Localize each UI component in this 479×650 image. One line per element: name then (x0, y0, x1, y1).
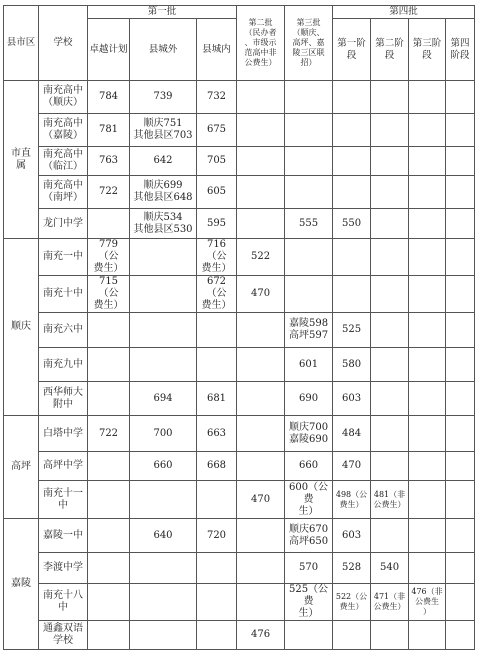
score-cell (237, 519, 285, 553)
score-cell (409, 147, 446, 176)
score-cell: 525 (333, 313, 371, 348)
score-cell: 顺庆751 其他县区703 (130, 114, 197, 147)
score-cell: 528 (333, 553, 371, 584)
score-cell (371, 519, 409, 553)
score-cell: 580 (333, 348, 371, 382)
table-row (4, 481, 475, 519)
county-cell: 市直 属 (4, 81, 39, 239)
score-cell (130, 313, 197, 348)
score-cell: 779（公 费生） (88, 239, 130, 276)
school-cell: 南充高中 （临江） (39, 147, 88, 176)
score-cell: 694 (130, 382, 197, 416)
score-cell (446, 621, 475, 650)
score-cell: 603 (333, 519, 371, 553)
score-cell: 470 (237, 276, 285, 313)
score-cell: 672（公 费生） (197, 276, 237, 313)
score-cell: 715（公 费生） (88, 276, 130, 313)
school-cell: 南充十一 中 (39, 481, 88, 519)
score-cell (409, 276, 446, 313)
score-cell: 763 (88, 147, 130, 176)
score-cell (333, 114, 371, 147)
score-cell: 570 (285, 553, 333, 584)
score-cell (237, 584, 285, 621)
school-cell: 通鑫双语 学校 (39, 621, 88, 650)
score-cell (130, 621, 197, 650)
score-cell: 603 (333, 382, 371, 416)
school-cell: 南充高中 （嘉陵） (39, 114, 88, 147)
score-cell (371, 114, 409, 147)
score-cell (237, 382, 285, 416)
score-cell (237, 313, 285, 348)
score-cell (237, 147, 285, 176)
score-cell (130, 553, 197, 584)
score-cell: 690 (285, 382, 333, 416)
score-cell (88, 584, 130, 621)
score-cell (446, 313, 475, 348)
table-row (4, 176, 475, 209)
table-row (4, 81, 475, 114)
score-cell (237, 452, 285, 481)
score-cell: 720 (197, 519, 237, 553)
header-school: 学校 (39, 6, 88, 81)
score-cell (446, 584, 475, 621)
score-cell (446, 147, 475, 176)
header-batch4-sub: 第二阶 段 (371, 19, 409, 81)
score-cell (409, 209, 446, 239)
score-cell: 642 (130, 147, 197, 176)
score-cell (88, 209, 130, 239)
score-cell (130, 348, 197, 382)
score-cell: 498（公 费生） (333, 481, 371, 519)
table-row (4, 239, 475, 276)
table-row (4, 519, 475, 553)
score-cell (446, 81, 475, 114)
score-cell (446, 276, 475, 313)
county-cell: 高坪 (4, 416, 39, 519)
score-cell (371, 313, 409, 348)
score-cell (237, 416, 285, 452)
score-cell: 600（公费 生） (285, 481, 333, 519)
score-cell (88, 519, 130, 553)
table-row (4, 147, 475, 176)
score-cell (88, 382, 130, 416)
score-cell (446, 382, 475, 416)
score-cell: 640 (130, 519, 197, 553)
table-row (4, 553, 475, 584)
score-cell (237, 81, 285, 114)
school-cell: 龙门中学 (39, 209, 88, 239)
school-cell: 李渡中学 (39, 553, 88, 584)
header-county: 县市区 (4, 6, 39, 81)
score-cell: 顺庆700 嘉陵690 (285, 416, 333, 452)
score-cell: 663 (197, 416, 237, 452)
score-cell: 471（非 公费生） (371, 584, 409, 621)
score-cell (446, 348, 475, 382)
score-cell (371, 239, 409, 276)
school-cell: 嘉陵一中 (39, 519, 88, 553)
score-cell (88, 481, 130, 519)
county-cell: 嘉陵 (4, 519, 39, 650)
score-cell (371, 81, 409, 114)
score-cell (237, 176, 285, 209)
score-cell (130, 481, 197, 519)
score-cell (446, 209, 475, 239)
table-body (4, 81, 475, 650)
school-cell: 南充十中 (39, 276, 88, 313)
score-cell (197, 584, 237, 621)
score-cell: 722 (88, 416, 130, 452)
score-cell: 601 (285, 348, 333, 382)
header-batch4: 第四批 (333, 6, 475, 19)
score-cell: 470 (333, 452, 371, 481)
score-cell (409, 176, 446, 209)
score-cell: 716（公 费生） (197, 239, 237, 276)
score-cell (88, 553, 130, 584)
score-cell: 784 (88, 81, 130, 114)
table-row (4, 209, 475, 239)
table-header (4, 6, 475, 81)
header-batch4-sub: 第四 阶段 (446, 19, 475, 81)
table-row (4, 313, 475, 348)
score-cell: 顺庆699 其他县区648 (130, 176, 197, 209)
school-cell: 高坪中学 (39, 452, 88, 481)
score-cell: 781 (88, 114, 130, 147)
score-cell (237, 114, 285, 147)
score-cell (237, 553, 285, 584)
score-cell: 595 (197, 209, 237, 239)
score-cell (285, 621, 333, 650)
score-cell (130, 584, 197, 621)
score-cell (285, 81, 333, 114)
score-cell: 522（公 费生） (333, 584, 371, 621)
score-cell: 668 (197, 452, 237, 481)
school-cell: 南充一中 (39, 239, 88, 276)
school-cell: 南充高中 （南坪） (39, 176, 88, 209)
score-cell (333, 147, 371, 176)
table-row (4, 276, 475, 313)
score-cell (371, 147, 409, 176)
admission-score-table (3, 5, 475, 650)
header-batch4-sub: 第三阶 段 (409, 19, 446, 81)
score-cell: 525（公费 生） (285, 584, 333, 621)
school-cell: 南充十八 中 (39, 584, 88, 621)
score-cell (333, 81, 371, 114)
score-cell: 705 (197, 147, 237, 176)
score-cell (237, 209, 285, 239)
score-cell: 540 (371, 553, 409, 584)
score-cell: 550 (333, 209, 371, 239)
score-cell (197, 481, 237, 519)
score-cell (333, 176, 371, 209)
table-row (4, 584, 475, 621)
score-cell (285, 114, 333, 147)
school-cell: 南充六中 (39, 313, 88, 348)
score-cell (371, 416, 409, 452)
table-row (4, 416, 475, 452)
score-cell: 481（非 公费生） (371, 481, 409, 519)
score-cell (197, 553, 237, 584)
score-cell (409, 114, 446, 147)
score-cell: 顺庆670 高坪650 (285, 519, 333, 553)
score-cell (285, 239, 333, 276)
score-cell (371, 276, 409, 313)
county-cell: 顺庆 (4, 239, 39, 416)
score-cell (446, 452, 475, 481)
score-cell (446, 553, 475, 584)
score-cell (446, 176, 475, 209)
school-cell: 白塔中学 (39, 416, 88, 452)
score-cell (409, 416, 446, 452)
score-cell: 476 (237, 621, 285, 650)
score-cell (130, 239, 197, 276)
score-cell (409, 519, 446, 553)
header-batch1: 第一批 (88, 6, 237, 19)
table-row (4, 452, 475, 481)
score-cell (285, 276, 333, 313)
score-cell (446, 239, 475, 276)
table-row (4, 621, 475, 650)
score-cell (409, 481, 446, 519)
score-cell: 732 (197, 81, 237, 114)
score-cell: 顺庆534 其他县区530 (130, 209, 197, 239)
score-cell (197, 348, 237, 382)
score-cell (333, 276, 371, 313)
school-cell: 南充九中 (39, 348, 88, 382)
score-cell (371, 621, 409, 650)
header-batch2: 第二批 （民办者 、市级示 范高中非 公费生） (237, 6, 285, 81)
score-cell (88, 621, 130, 650)
score-cell (409, 452, 446, 481)
header-batch4-sub: 第一阶 段 (333, 19, 371, 81)
score-cell (285, 176, 333, 209)
score-cell: 470 (237, 481, 285, 519)
score-cell (371, 176, 409, 209)
score-cell (409, 81, 446, 114)
score-cell (409, 621, 446, 650)
score-cell (333, 239, 371, 276)
score-cell (371, 382, 409, 416)
score-cell (371, 452, 409, 481)
score-cell (130, 276, 197, 313)
score-cell (446, 416, 475, 452)
score-cell: 522 (237, 239, 285, 276)
score-cell: 700 (130, 416, 197, 452)
score-cell: 660 (130, 452, 197, 481)
score-cell (409, 239, 446, 276)
score-cell (446, 519, 475, 553)
score-cell (371, 348, 409, 382)
table-row (4, 382, 475, 416)
score-cell: 605 (197, 176, 237, 209)
score-cell (197, 621, 237, 650)
score-cell: 484 (333, 416, 371, 452)
score-cell (333, 621, 371, 650)
score-cell: 675 (197, 114, 237, 147)
score-cell: 660 (285, 452, 333, 481)
header-batch3: 第三批 （顺庆、 高坪、嘉 陵三区联 招） (285, 6, 333, 81)
score-cell: 722 (88, 176, 130, 209)
score-cell (409, 553, 446, 584)
score-cell (409, 382, 446, 416)
header-batch1-sub: 县城外 (130, 19, 197, 81)
score-cell (88, 452, 130, 481)
score-cell (285, 147, 333, 176)
header-batch1-sub: 卓越计划 (88, 19, 130, 81)
school-cell: 南充高中 （顺庆） (39, 81, 88, 114)
header-batch1-sub: 县城内 (197, 19, 237, 81)
table-row (4, 348, 475, 382)
score-cell (446, 481, 475, 519)
score-cell: 476（非 公费生 ） (409, 584, 446, 621)
score-cell (237, 348, 285, 382)
table-row (4, 114, 475, 147)
score-cell: 555 (285, 209, 333, 239)
score-cell: 681 (197, 382, 237, 416)
score-cell (371, 209, 409, 239)
score-cell (197, 313, 237, 348)
school-cell: 西华师大 附中 (39, 382, 88, 416)
score-cell (409, 348, 446, 382)
score-cell (88, 313, 130, 348)
score-cell: 嘉陵598 高坪597 (285, 313, 333, 348)
score-cell (446, 114, 475, 147)
score-cell (88, 348, 130, 382)
score-cell (409, 313, 446, 348)
score-cell: 739 (130, 81, 197, 114)
